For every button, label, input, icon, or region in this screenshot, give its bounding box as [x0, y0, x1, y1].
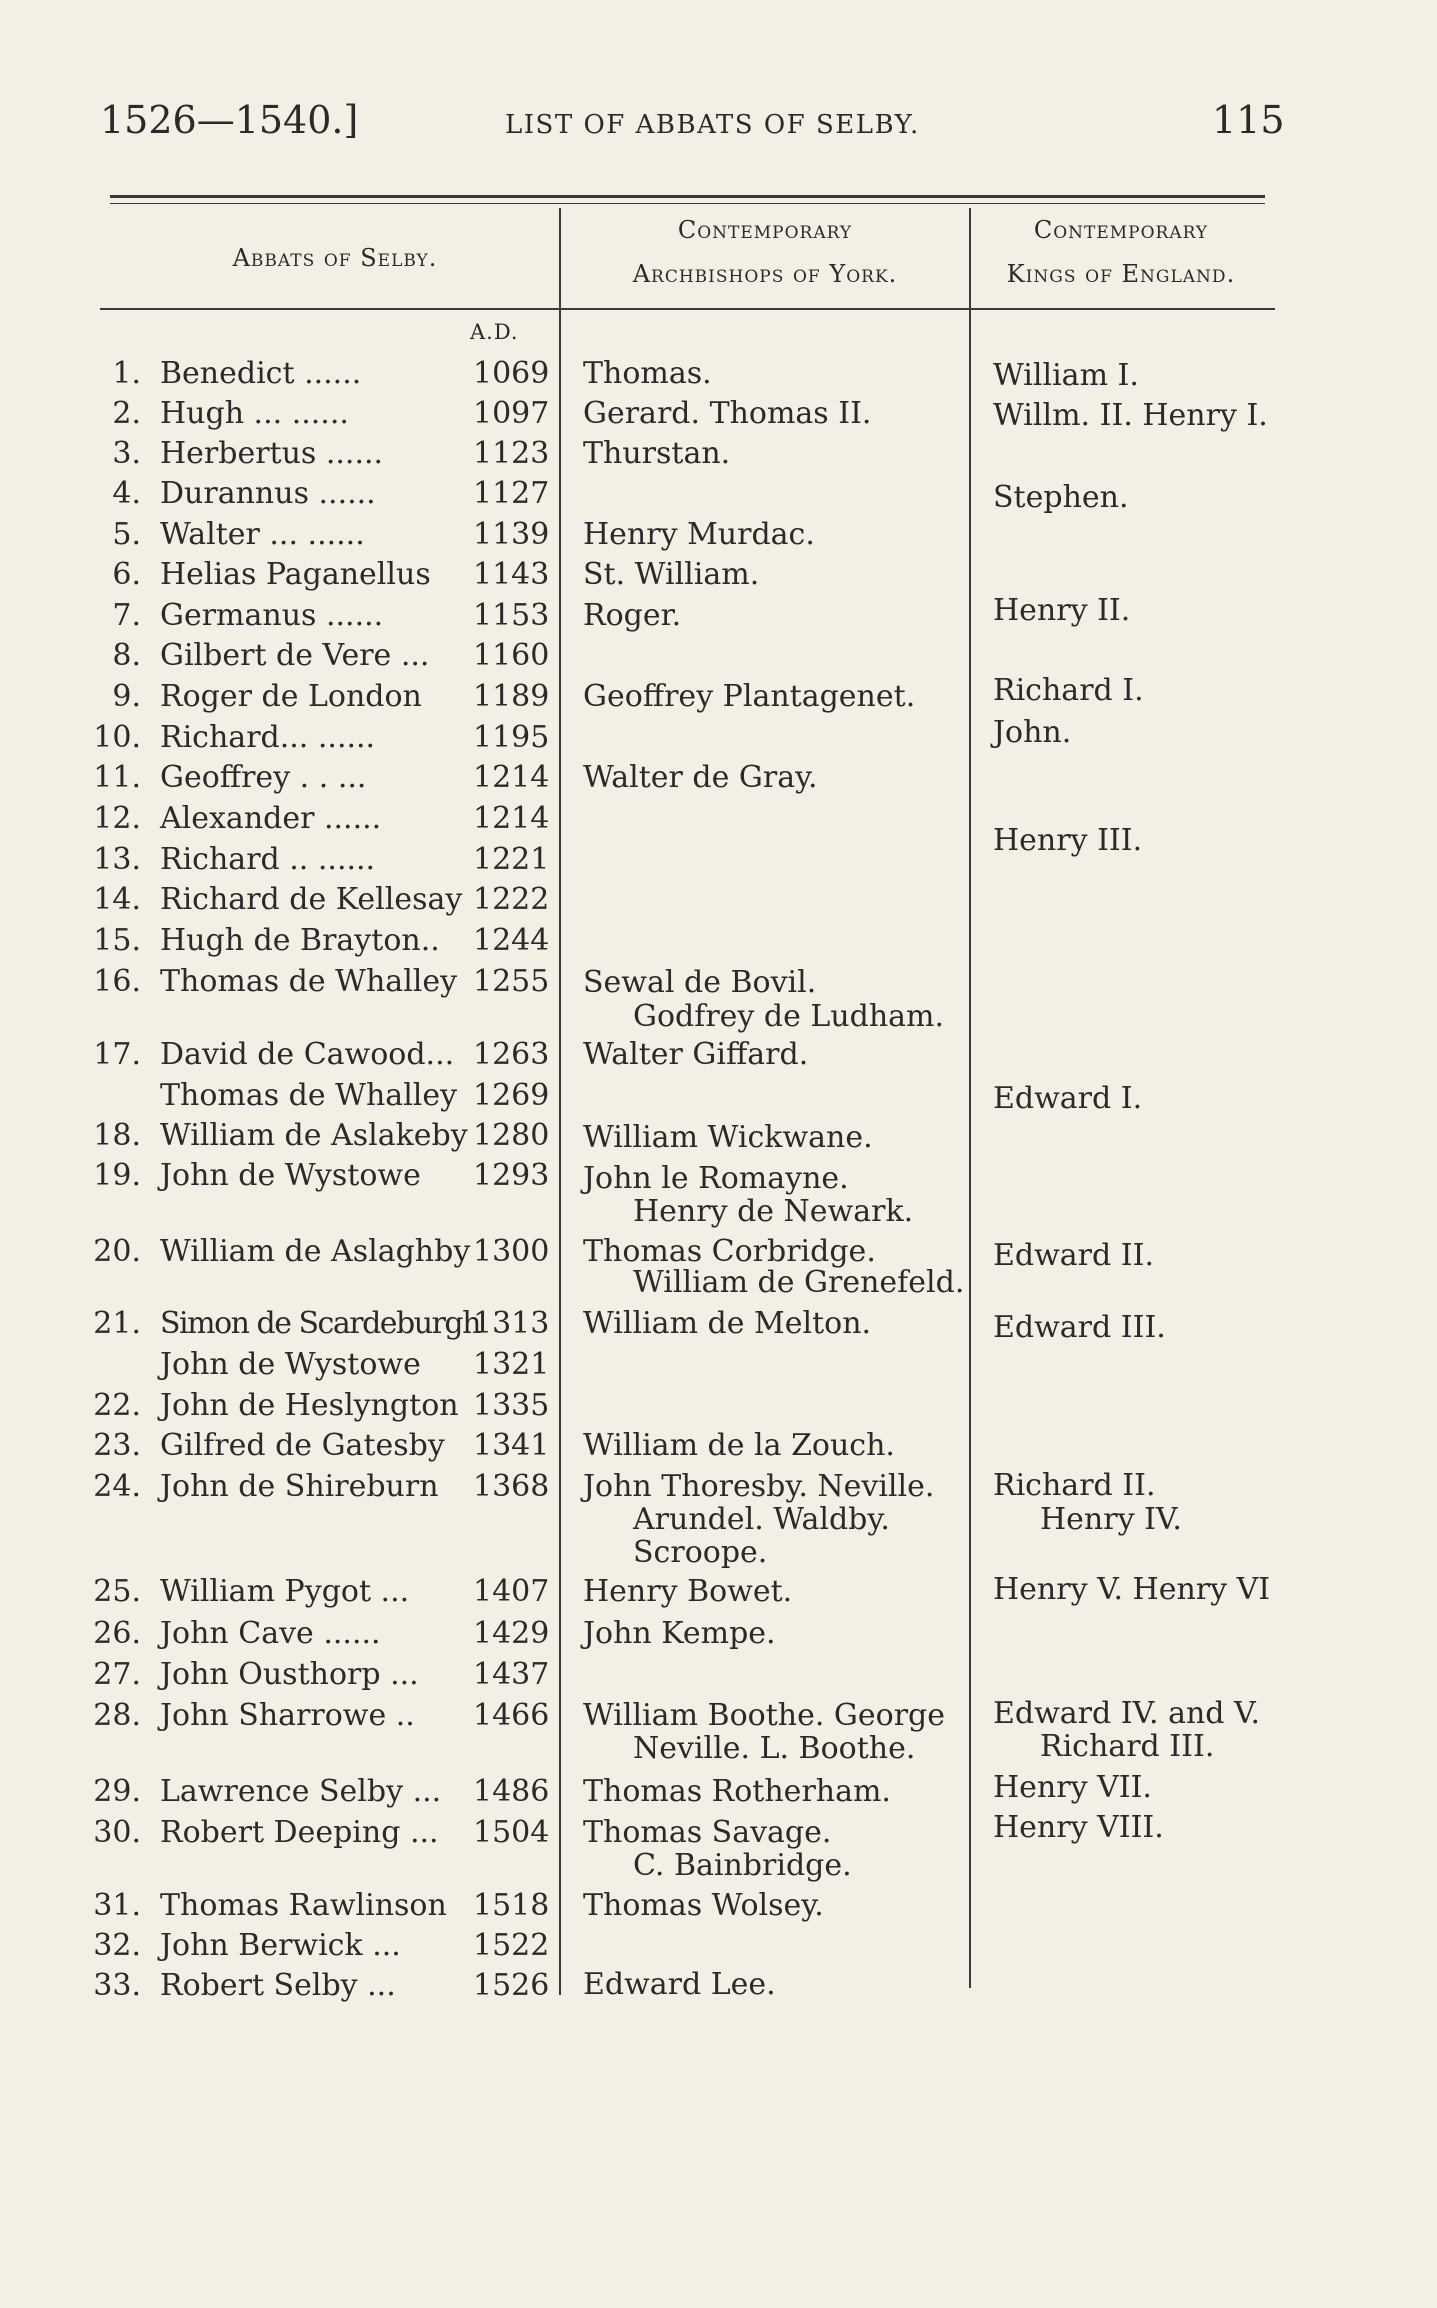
archbishop-entry: Henry Bowet.: [583, 1574, 793, 1609]
abbat-number: 33.: [93, 1968, 141, 2003]
king-entry: John.: [993, 715, 1072, 750]
column-heading-kings-line1: Contemporary: [1033, 216, 1209, 244]
abbat-name: Thomas Rawlinson: [160, 1888, 447, 1923]
abbat-year: 1214: [473, 760, 550, 795]
abbat-year: 1214: [473, 801, 550, 836]
abbat-number: 6.: [112, 557, 141, 592]
abbat-number: 21.: [93, 1306, 141, 1341]
header-bottom-rule: [100, 308, 1275, 310]
king-entry: Willm. II. Henry I.: [993, 398, 1268, 433]
abbat-name: Gilbert de Vere ...: [160, 638, 430, 673]
page-number: 115: [1212, 98, 1285, 142]
abbat-year: 1139: [473, 517, 550, 552]
abbat-year: 1160: [473, 638, 550, 673]
archbishop-entry: Walter de Gray.: [583, 760, 818, 795]
abbat-number: 17.: [93, 1037, 141, 1072]
king-entry: Edward III.: [993, 1310, 1166, 1345]
page-date-range: 1526—1540.]: [100, 98, 359, 142]
abbat-row: [0, 1345, 1437, 1385]
abbat-name: John Cave ......: [160, 1616, 381, 1651]
abbat-row: [0, 799, 1437, 839]
abbat-year: 1518: [473, 1888, 550, 1923]
abbat-number: 14.: [93, 882, 141, 917]
abbat-name: Durannus ......: [160, 476, 376, 511]
abbat-name: Germanus ......: [160, 598, 384, 633]
column-heading-archbishops: [561, 208, 969, 296]
abbat-number: 27.: [93, 1657, 141, 1692]
abbat-number: 22.: [93, 1388, 141, 1423]
archbishop-entry: Thurstan.: [583, 436, 731, 471]
abbat-number: 5.: [112, 517, 141, 552]
abbat-name: John Sharrowe ..: [160, 1698, 415, 1733]
king-entry: Edward I.: [993, 1081, 1143, 1116]
abbat-row: [0, 1076, 1437, 1116]
abbat-name: Roger de London: [160, 679, 422, 714]
abbat-name: David de Cawood...: [160, 1037, 455, 1072]
abbat-row: [0, 474, 1437, 514]
abbat-number: 1.: [112, 356, 141, 391]
abbat-year: 1097: [473, 396, 550, 431]
abbat-year: 1269: [473, 1078, 550, 1113]
archbishop-entry: Thomas Corbridge.: [583, 1234, 876, 1269]
column-heading-kings-line2: Kings of England.: [1006, 260, 1236, 288]
abbat-number: 11.: [93, 760, 141, 795]
king-entry: Henry VIII.: [993, 1810, 1164, 1845]
abbat-year: 1300: [473, 1234, 550, 1269]
column-heading-archbishops-line2: Archbishops of York.: [632, 260, 898, 288]
archbishop-entry: John le Romayne.: [583, 1161, 849, 1196]
archbishop-entry: Thomas Savage.: [583, 1815, 832, 1850]
abbat-number: 12.: [93, 801, 141, 836]
archbishop-entry: Arundel. Waldby.: [633, 1502, 890, 1537]
abbat-name: Thomas de Whalley: [160, 964, 458, 999]
archbishop-entry: Thomas Rotherham.: [583, 1774, 891, 1809]
king-entry: William I.: [993, 358, 1139, 393]
archbishop-entry: William de Melton.: [583, 1306, 872, 1341]
archbishop-entry: John Kempe.: [583, 1616, 776, 1651]
abbat-name: Hugh ... ......: [160, 396, 349, 431]
archbishop-entry: Gerard. Thomas II.: [583, 396, 872, 431]
abbat-name: Richard de Kellesay: [160, 882, 463, 917]
table-top-rule: [110, 195, 1265, 198]
archbishop-entry: Henry Murdac.: [583, 517, 815, 552]
abbat-year: 1313: [473, 1306, 550, 1341]
abbat-year: 1189: [473, 679, 550, 714]
archbishop-entry: Edward Lee.: [583, 1967, 776, 2002]
abbat-number: 31.: [93, 1888, 141, 1923]
abbat-name: John de Wystowe: [160, 1158, 421, 1193]
abbat-number: 3.: [112, 436, 141, 471]
abbat-year: 1069: [473, 356, 550, 391]
abbat-number: 13.: [93, 842, 141, 877]
abbat-number: 26.: [93, 1616, 141, 1651]
abbat-row: [0, 636, 1437, 676]
abbat-year: 1437: [473, 1657, 550, 1692]
abbat-number: 30.: [93, 1815, 141, 1850]
abbat-row: [0, 593, 1437, 636]
page-title: LIST OF ABBATS OF SELBY.: [505, 110, 920, 140]
abbat-year: 1127: [473, 476, 550, 511]
archbishop-entry: William de la Zouch.: [583, 1428, 895, 1463]
abbat-name: Gilfred de Gatesby: [160, 1428, 445, 1463]
king-entry: Edward II.: [993, 1238, 1154, 1273]
abbat-year: 1407: [473, 1574, 550, 1609]
abbat-name: Helias Paganellus: [160, 557, 431, 592]
abbat-year: 1522: [473, 1928, 550, 1963]
king-entry: Stephen.: [993, 480, 1129, 515]
abbat-name: Walter ... ......: [160, 517, 365, 552]
archbishop-entry: Geoffrey Plantagenet.: [583, 679, 916, 714]
abbat-number: 4.: [112, 476, 141, 511]
abbat-name: Geoffrey . . ...: [160, 760, 367, 795]
abbat-number: 7.: [112, 598, 141, 633]
king-entry: Henry II.: [993, 593, 1131, 628]
archbishop-entry: Roger.: [583, 598, 682, 633]
abbat-year: 1486: [473, 1774, 550, 1809]
abbat-number: 10.: [93, 720, 141, 755]
abbat-name: Robert Deeping ...: [160, 1815, 439, 1850]
abbat-name: Robert Selby ...: [160, 1968, 396, 2003]
abbat-name: Thomas de Whalley: [160, 1078, 458, 1113]
archbishop-entry: William Wickwane.: [583, 1120, 873, 1155]
archbishop-entry: Scroope.: [633, 1535, 768, 1570]
abbat-year: 1123: [473, 436, 550, 471]
archbishop-entry: Thomas Wolsey.: [583, 1888, 824, 1923]
abbat-year: 1504: [473, 1815, 550, 1850]
abbat-row: [0, 1926, 1437, 1966]
abbat-year: 1195: [473, 720, 550, 755]
archbishop-entry: Sewal de Bovil.: [583, 965, 817, 1000]
king-entry: Henry IV.: [1040, 1502, 1182, 1537]
abbat-year: 1321: [473, 1347, 550, 1382]
abbat-year: 1335: [473, 1388, 550, 1423]
abbat-number: 18.: [93, 1118, 141, 1153]
abbat-row: [0, 1655, 1437, 1695]
abbat-name: Alexander ......: [160, 801, 382, 836]
abbat-year: 1143: [473, 557, 550, 592]
abbat-year: 1153: [473, 598, 550, 633]
archbishop-entry: Henry de Newark.: [633, 1194, 914, 1229]
abbat-number: 24.: [93, 1469, 141, 1504]
abbat-number: 32.: [93, 1928, 141, 1963]
abbat-year: 1526: [473, 1968, 550, 2003]
abbat-row: [0, 715, 1437, 758]
abbat-number: 9.: [112, 679, 141, 714]
abbat-row: [0, 1386, 1437, 1426]
archbishop-entry: Neville. L. Boothe.: [633, 1731, 916, 1766]
abbat-number: 19.: [93, 1158, 141, 1193]
abbat-name: John de Shireburn: [160, 1469, 439, 1504]
column-heading-kings: [971, 208, 1271, 296]
king-entry: Henry V. Henry VI: [993, 1572, 1271, 1607]
archbishop-entry: William Boothe. George: [583, 1698, 946, 1733]
abbat-number: 15.: [93, 923, 141, 958]
abbat-name: Hugh de Brayton..: [160, 923, 440, 958]
abbat-name: Richard... ......: [160, 720, 376, 755]
abbat-number: 8.: [112, 638, 141, 673]
abbat-name: Herbertus ......: [160, 436, 384, 471]
abbat-row: [0, 354, 1437, 394]
abbat-year: 1263: [473, 1037, 550, 1072]
abbat-year: 1368: [473, 1469, 550, 1504]
abbat-year: 1255: [473, 964, 550, 999]
abbat-year: 1293: [473, 1158, 550, 1193]
archbishop-entry: Thomas.: [583, 356, 712, 391]
king-entry: Richard II.: [993, 1468, 1156, 1503]
anno-domini-label: A.D.: [470, 320, 519, 344]
abbat-year: 1244: [473, 923, 550, 958]
abbat-number: 16.: [93, 964, 141, 999]
abbat-row: [0, 921, 1437, 961]
archbishop-entry: Godfrey de Ludham.: [633, 999, 945, 1034]
abbat-year: 1280: [473, 1118, 550, 1153]
abbat-name: William de Aslakeby: [160, 1118, 468, 1153]
archbishop-entry: St. William.: [583, 557, 760, 592]
abbat-year: 1221: [473, 842, 550, 877]
abbat-year: 1466: [473, 1698, 550, 1733]
abbat-name: John Ousthorp ...: [160, 1657, 419, 1692]
abbat-number: 29.: [93, 1774, 141, 1809]
abbat-number: 23.: [93, 1428, 141, 1463]
abbat-name: William de Aslaghby: [160, 1234, 471, 1269]
abbat-year: 1429: [473, 1616, 550, 1651]
abbat-number: 20.: [93, 1234, 141, 1269]
abbat-row: [0, 840, 1437, 880]
king-entry: Edward IV. and V.: [993, 1696, 1260, 1731]
table-top-rule-thin: [110, 203, 1265, 204]
abbat-year: 1222: [473, 882, 550, 917]
abbat-name: William Pygot ...: [160, 1574, 410, 1609]
abbat-name: Lawrence Selby ...: [160, 1774, 442, 1809]
abbat-number: 28.: [93, 1698, 141, 1733]
abbat-name: John de Wystowe: [160, 1347, 421, 1382]
king-entry: Henry III.: [993, 823, 1143, 858]
abbat-year: 1341: [473, 1428, 550, 1463]
column-heading-abbats: Abbats of Selby.: [232, 244, 438, 272]
archbishop-entry: John Thoresby. Neville.: [583, 1469, 935, 1504]
king-entry: Henry VII.: [993, 1770, 1152, 1805]
archbishop-entry: William de Grenefeld.: [633, 1265, 965, 1300]
archbishop-entry: Walter Giffard.: [583, 1037, 809, 1072]
abbat-name: Simon de Scardeburgh: [160, 1306, 480, 1341]
column-heading-archbishops-line1: Contemporary: [677, 216, 853, 244]
abbat-number: 25.: [93, 1574, 141, 1609]
archbishop-entry: C. Bainbridge.: [633, 1848, 852, 1883]
abbat-name: John Berwick ...: [160, 1928, 401, 1963]
abbat-name: Benedict ......: [160, 356, 362, 391]
abbat-number: 2.: [112, 396, 141, 431]
king-entry: Richard III.: [1040, 1729, 1215, 1764]
abbat-name: Richard .. ......: [160, 842, 376, 877]
abbat-name: John de Heslyngton: [160, 1388, 459, 1423]
king-entry: Richard I.: [993, 673, 1144, 708]
abbat-row: [0, 880, 1437, 920]
